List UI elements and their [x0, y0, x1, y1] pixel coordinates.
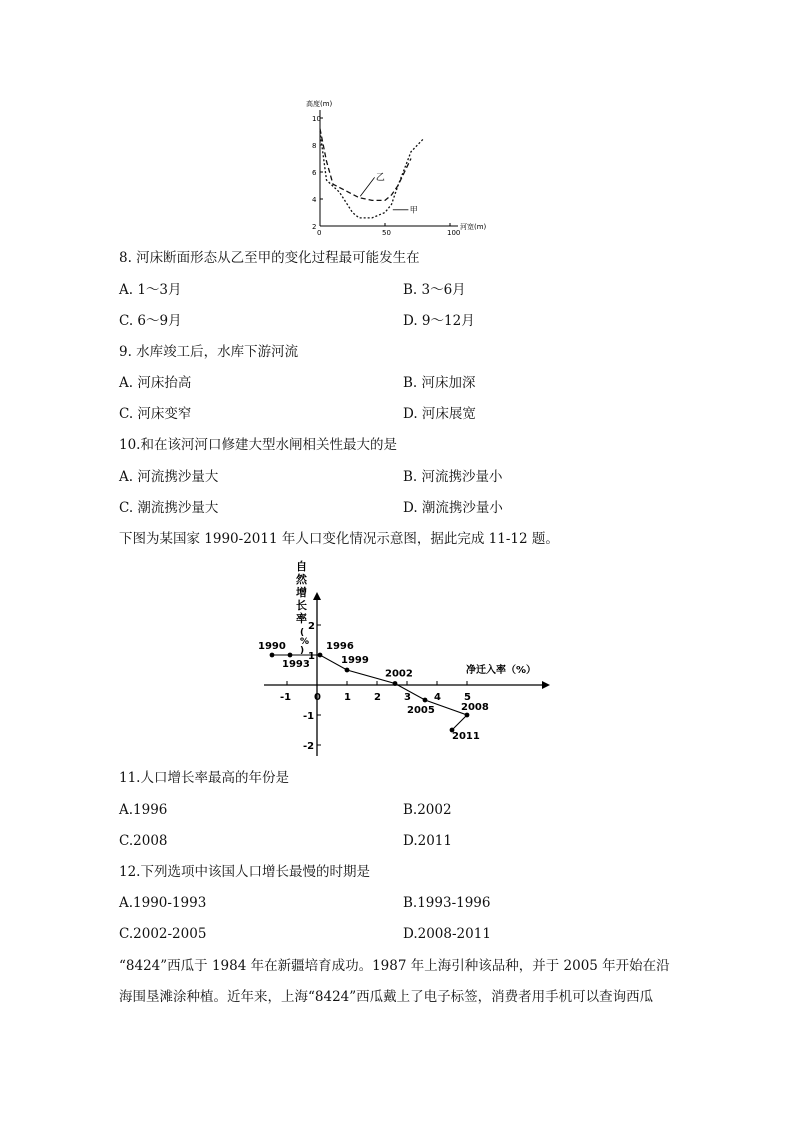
point-1996: [318, 653, 323, 658]
question-12-option-d: D.2008-2011: [403, 926, 491, 942]
question-12-option-c: C.2002-2005: [119, 926, 207, 942]
point-label-2008: 2008: [461, 702, 489, 713]
point-label-2005: 2005: [407, 705, 435, 716]
y-axis-label-char: 然: [296, 573, 307, 586]
point-2005: [423, 698, 428, 703]
point-1990: [270, 653, 275, 658]
x-tick-label: 2: [374, 692, 381, 703]
question-9-option-d: D. 河床展宽: [403, 406, 476, 422]
x-tick-label: -1: [280, 692, 292, 703]
question-11-option-c: C.2008: [119, 833, 168, 849]
population-change-chart: [250, 560, 550, 758]
point-label-1993: 1993: [282, 659, 310, 670]
y-tick-label: 8: [312, 142, 317, 150]
point-label-1996: 1996: [326, 641, 354, 652]
y-axis-label-char: ): [300, 646, 305, 656]
question-8-stem: 8. 河床断面形态从乙至甲的变化过程最可能发生在: [119, 250, 420, 266]
y-tick-label: 6: [312, 169, 317, 177]
question-10-option-d: D. 潮流携沙量小: [403, 500, 503, 516]
question-12-option-b: B.1993-1996: [403, 895, 491, 911]
point-2008: [465, 713, 470, 718]
y-axis-label-char: (: [300, 628, 305, 638]
question-9-option-a: A. 河床抬高: [119, 375, 192, 391]
label-jia: 甲: [409, 205, 418, 215]
y-tick-label: 2: [312, 223, 317, 231]
x-tick-label: 4: [434, 692, 441, 703]
point-label-2011: 2011: [452, 731, 480, 742]
x-axis-arrow: [542, 681, 550, 689]
y-axis-label-char: %: [300, 637, 310, 647]
question-9-option-b: B. 河床加深: [403, 375, 476, 391]
x-tick-label: 100: [447, 229, 461, 237]
question-12-option-a: A.1990-1993: [119, 895, 207, 911]
x-tick-label: 50: [382, 229, 391, 237]
question-11-option-d: D.2011: [403, 833, 452, 849]
point-2002: [393, 681, 398, 686]
label-yi-leader: [360, 177, 374, 196]
y-tick-label: 10: [312, 115, 321, 123]
question-12-stem: 12.下列选项中该国人口增长最慢的时期是: [119, 864, 370, 880]
y-axis-label: 高度(m): [306, 100, 333, 108]
x-axis-label: 净迁入率（%）: [466, 665, 537, 676]
point-label-1990: 1990: [258, 641, 286, 652]
y-axis-label-char: 自: [296, 560, 307, 573]
y-axis-label-char: 率: [296, 612, 307, 625]
question-11-option-b: B.2002: [403, 802, 452, 818]
paragraph-line-2: 海围垦滩涂种植。近年来，上海“8424”西瓜戴上了电子标签，消费者用手机可以查询西瓜: [119, 989, 654, 1005]
question-9-stem: 9. 水库竣工后，水库下游河流: [119, 344, 299, 360]
question-10-option-c: C. 潮流携沙量大: [119, 500, 219, 516]
point-1993: [288, 653, 293, 658]
y-tick-label: -1: [303, 711, 315, 722]
question-11-option-a: A.1996: [119, 802, 168, 818]
question-10-option-a: A. 河流携沙量大: [119, 469, 219, 485]
y-tick-label: 2: [308, 621, 315, 632]
y-axis-arrow: [313, 592, 321, 600]
x-tick-label: 5: [464, 692, 471, 703]
question-8-option-b: B. 3～6月: [403, 282, 466, 298]
question-11-stem: 11.人口增长率最高的年份是: [119, 770, 289, 786]
question-10-option-b: B. 河流携沙量小: [403, 469, 503, 485]
intro-text: 下图为某国家 1990-2011 年人口变化情况示意图，据此完成 11-12 题。: [119, 531, 559, 547]
question-9-option-c: C. 河床变窄: [119, 406, 192, 422]
x-tick-label: 1: [344, 692, 351, 703]
point-label-2002: 2002: [385, 668, 413, 680]
x-tick-label: 3: [404, 692, 411, 703]
y-axis-label-char: 增: [296, 586, 307, 599]
x-tick-label: 0: [314, 692, 321, 703]
question-8-option-a: A. 1～3月: [119, 282, 182, 298]
point-1999: [345, 668, 350, 673]
question-10-stem: 10.和在该河河口修建大型水闸相关性最大的是: [119, 437, 397, 453]
label-yi: 乙: [375, 173, 385, 184]
river-cross-section-chart: [300, 96, 490, 241]
x-tick-label: 0: [317, 229, 322, 237]
paragraph-line-1: “8424”西瓜于 1984 年在新疆培育成功。1987 年上海引种该品种，并于 2005 年开始在沿: [119, 958, 670, 974]
question-8-option-d: D. 9～12月: [403, 313, 475, 329]
y-tick-label: -2: [303, 741, 315, 752]
question-8-option-c: C. 6～9月: [119, 313, 182, 329]
y-tick-label: 1: [308, 651, 315, 662]
series-甲-line: [320, 132, 424, 218]
y-axis-label-char: 长: [296, 599, 307, 612]
point-label-1999: 1999: [341, 655, 369, 666]
y-tick-label: 4: [312, 196, 317, 204]
x-axis-label: 河宽(m): [460, 223, 487, 231]
